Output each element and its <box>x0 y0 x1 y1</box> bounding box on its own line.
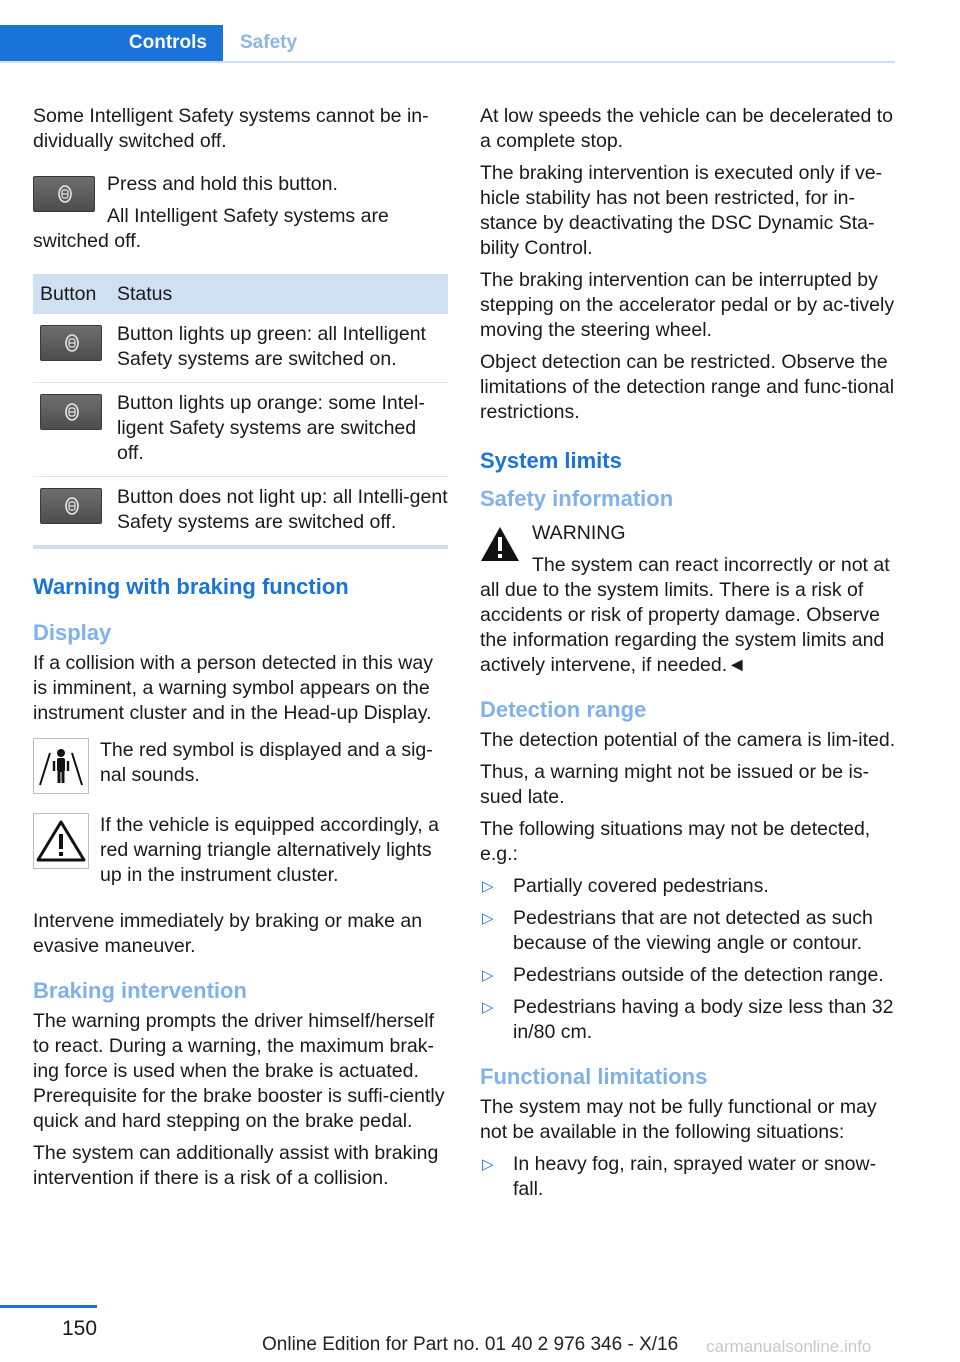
list-item: ▷ Partially covered pedestrians. <box>482 875 769 897</box>
detection-list <box>480 874 898 1045</box>
triangle-bullet-icon: ▷ <box>482 1156 494 1173</box>
braking-assist-text: The system can additionally assist with braking intervention if there is a risk of a collision. <box>33 1142 439 1189</box>
heading-warning-braking: Warning with braking function <box>33 574 349 599</box>
triangle-bullet-icon: ▷ <box>482 878 494 895</box>
table-cell-status: Button does not light up: all Intelli‐gent Safety systems are switched off. <box>117 486 448 533</box>
left-column <box>33 104 448 1198</box>
header-tabs <box>0 25 895 63</box>
warning-text: The system can react incorrectly or not at all due to the system limits. There is a risk of accidents or risk of property damage. Observe the information regarding the system limits and actively intervene, if needed.◄ <box>480 554 890 676</box>
display-text: If a collision with a person detected in this way is imminent, a warning symbol appears on the instrument cluster and in the Head-up Display. <box>33 652 433 724</box>
tab-safety[interactable]: Safety <box>240 32 298 53</box>
heading-detection-range: Detection range <box>480 697 647 722</box>
table-cell-status: Button lights up green: all Intelligent Safety systems are switched on. <box>110 314 448 383</box>
stability-text: The braking intervention is executed only if ve‐hicle stability has not been restricted, for in‐stance by deactivating the DSC Dynamic Sta‐bility Control. <box>480 162 883 259</box>
heading-safety-information: Safety information <box>480 486 674 511</box>
warning-triangle-icon <box>480 525 520 570</box>
safety-button-icon <box>40 325 102 361</box>
list-item: ▷ In heavy fog, rain, sprayed water or snow‐fall. <box>482 1153 877 1200</box>
triangle-bullet-icon: ▷ <box>482 910 494 927</box>
warning-triangle-icon <box>33 813 89 869</box>
triangle-bullet-icon: ▷ <box>482 967 494 984</box>
intervene-text: Intervene immediately by braking or make an evasive maneuver. <box>33 910 423 957</box>
safety-button-icon <box>40 394 102 430</box>
functional-list <box>480 1152 898 1202</box>
tab-controls[interactable]: Controls <box>0 25 223 61</box>
heading-system-limits: System limits <box>480 448 622 473</box>
red-symbol-text: The red symbol is displayed and a sig‐nal sounds. <box>100 739 433 786</box>
table-row <box>33 383 448 477</box>
heading-functional-limitations: Functional limitations <box>480 1064 708 1089</box>
list-item: ▷ Pedestrians having a body size less than 32 in/80 cm. <box>482 996 894 1043</box>
table-header-status: Status <box>110 274 448 314</box>
press-hold-block <box>33 172 448 254</box>
detection-text-3: The following situations may not be detected, e.g.: <box>480 818 871 865</box>
red-symbol-block <box>33 738 448 795</box>
press-hold-text: Press and hold this button. <box>107 173 338 195</box>
all-off-text: All Intelligent Safety systems are switched off. <box>33 205 389 252</box>
right-column <box>480 104 898 1209</box>
footer-rule <box>0 1305 97 1308</box>
table-header-button: Button <box>33 274 110 314</box>
edition-text: Online Edition for Part no. 01 40 2 976 346 - X/16 <box>262 1334 679 1355</box>
braking-text: The warning prompts the driver himself/herself to react. During a warning, the maximum brak‐ing force is used when the brake is actuated. Prerequisite for the brake booster is suffi‐ciently quick and hard stepping on the brake pedal. <box>33 1010 445 1132</box>
table-cell-status: Button lights up orange: some Intel‐ligent Safety systems are switched off. <box>110 383 448 477</box>
low-speed-text: At low speeds the vehicle can be decelerated to a complete stop. <box>480 105 894 152</box>
table-row <box>33 314 448 383</box>
warning-block <box>480 521 898 678</box>
heading-braking-intervention: Braking intervention <box>33 978 247 1003</box>
table-row <box>33 477 448 548</box>
red-triangle-block <box>33 813 448 895</box>
warning-label: WARNING <box>532 522 626 544</box>
triangle-bullet-icon: ▷ <box>482 999 494 1016</box>
functional-text: The system may not be fully functional or may not be available in the following situations: <box>480 1096 877 1143</box>
list-item: ▷ Pedestrians outside of the detection range. <box>482 964 884 986</box>
interrupt-text: The braking intervention can be interrupted by stepping on the accelerator pedal or by ac‐tively moving the steering wheel. <box>480 269 895 341</box>
red-triangle-text: If the vehicle is equipped accordingly, a red warning triangle alternatively lights up in the instrument cluster. <box>100 814 439 886</box>
page-number: 150 <box>62 1317 98 1340</box>
detection-text-2: Thus, a warning might not be issued or be is‐sued late. <box>480 761 870 808</box>
watermark: carmanualsonline.info <box>706 1337 872 1356</box>
object-text: Object detection can be restricted. Observe the limitations of the detection range and func‐tional restrictions. <box>480 351 895 423</box>
detection-text-1: The detection potential of the camera is lim‐ited. <box>480 729 896 751</box>
intro-text: Some Intelligent Safety systems cannot be in‐dividually switched off. <box>33 105 429 152</box>
list-item: ▷ Pedestrians that are not detected as such because of the viewing angle or contour. <box>482 907 873 954</box>
safety-button-icon <box>40 488 102 524</box>
heading-display: Display <box>33 620 112 645</box>
pedestrian-warning-icon <box>33 738 89 794</box>
safety-button-icon <box>33 176 95 212</box>
button-status-table <box>33 274 448 549</box>
